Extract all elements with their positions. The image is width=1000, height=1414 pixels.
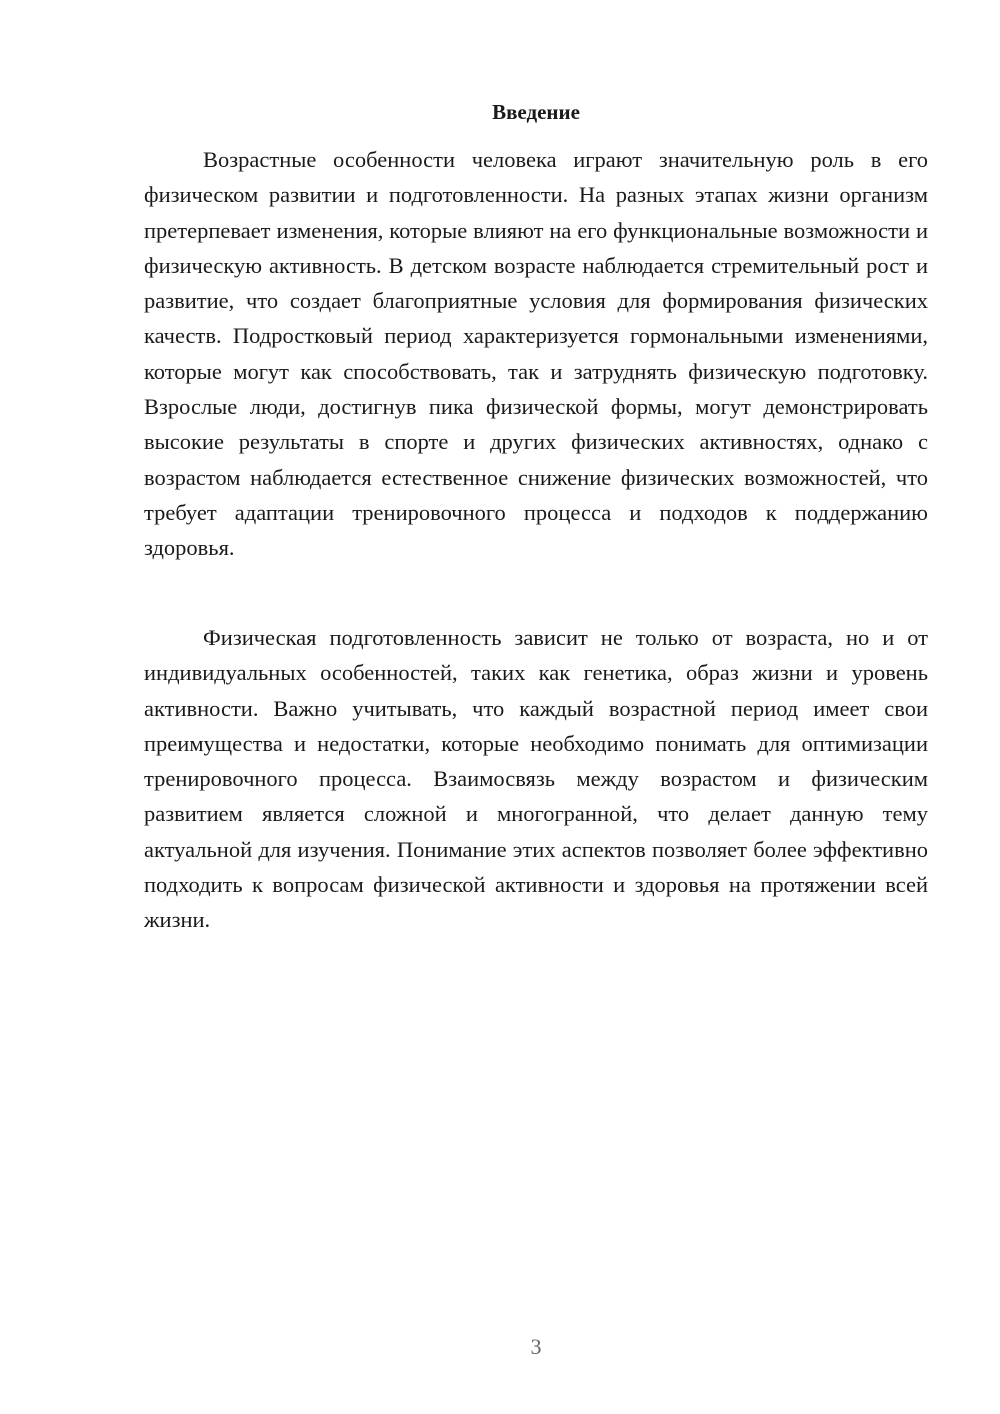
page-number: 3 xyxy=(530,1334,542,1359)
paragraph-1: Возрастные особенности человека играют значительную роль в его физическом развитии и подготовленности. На разных этапах жизни организм претерпевает изменения, которые влияют на его функциональные возможности и физическую активность. В детском возрасте наблюдается стремительный рост и развитие, что создает благоприятные условия для формирования физических качеств. Подростковый период характеризуется гормональными изменениями, которые могут как способствовать, так и затруднять физическую подготовку. Взрослые люди, достигнув пика физической формы, могут демонстрировать высокие результаты в спорте и других физических активностях, однако с возрастом наблюдается естественное снижение физических возможностей, что требует адаптации тренировочного процесса и подходов к поддержанию здоровья. xyxy=(144,147,928,561)
section-title: Введение xyxy=(492,100,580,124)
paragraph-2: Физическая подготовленность зависит не только от возраста, но и от индивидуальных особенностей, таких как генетика, образ жизни и уровень активности. Важно учитывать, что каждый возрастной период имеет свои преимущества и недостатки, которые необходимо понимать для оптимизации тренировочного процесса. Взаимосвязь между возрастом и физическим развитием является сложной и многогранной, что делает данную тему актуальной для изучения. Понимание этих аспектов позволяет более эффективно подходить к вопросам физической активности и здоровья на протяжении всей жизни. xyxy=(144,625,928,933)
